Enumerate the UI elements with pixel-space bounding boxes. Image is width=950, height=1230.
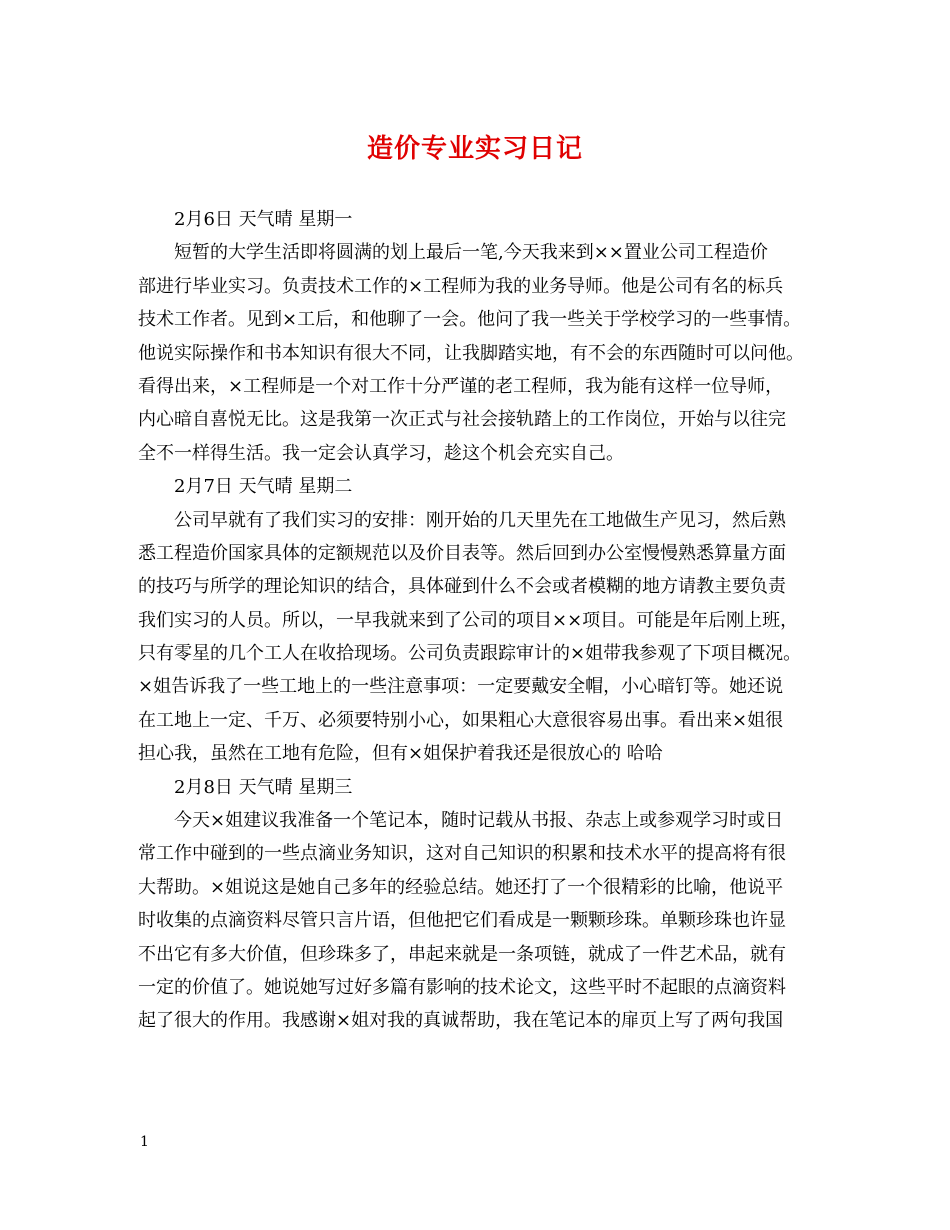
diary-text-line: 不出它有多大价值，但珍珠多了，串起来就是一条项链，就成了一件艺术品，就有 [138,943,786,965]
diary-text-line: 全不一样得生活。我一定会认真学习，趁这个机会充实自己。 [138,442,624,464]
diary-text-line: 技术工作者。见到×工后，和他聊了一会。他问了我一些关于学校学习的一些事情。 [138,309,802,331]
diary-date-line: 2月6日 天气晴 星期一 [174,209,353,230]
diary-text-line: 公司早就有了我们实习的安排：刚开始的几天里先在工地做生产见习，然后熟 [174,509,786,531]
page-number: 1 [140,1134,149,1150]
diary-text-line: 部进行毕业实习。负责技术工作的×工程师为我的业务导师。他是公司有名的标兵 [138,275,784,297]
diary-body [138,203,818,1038]
diary-text-line: 时收集的点滴资料尽管只言片语，但他把它们看成是一颗颗珍珠。单颗珍珠也许显 [138,910,786,932]
diary-text-line: 在工地上一定、千万、必须要特别小心，如果粗心大意很容易出事。看出来×姐很 [138,709,784,731]
diary-date-line: 2月7日 天气晴 星期二 [174,476,353,498]
diary-text-line: 常工作中碰到的一些点滴业务知识，这对自己知识的积累和技术水平的提高将有很 [138,843,786,865]
diary-text-line: 只有零星的几个工人在收拾现场。公司负责跟踪审计的×姐带我参观了下项目概况。 [138,643,802,665]
diary-text-line: 担心我，虽然在工地有危险，但有×姐保护着我还是很放心的 哈哈 [138,743,663,765]
diary-text-line: 大帮助。×姐说这是她自己多年的经验总结。她还打了一个很精彩的比喻，他说平 [138,876,784,898]
diary-text-line: 悉工程造价国家具体的定额规范以及价目表等。然后回到办公室慢慢熟悉算量方面 [138,542,786,564]
diary-text-line: 今天×姐建议我准备一个笔记本，随时记载从书报、杂志上或参观学习时或日 [174,810,784,832]
document-title: 造价专业实习日记 [366,134,583,164]
diary-text-line: 短暂的大学生活即将圆满的划上最后一笔,今天我来到××置业公司工程造价 [174,242,768,264]
diary-text-line: 内心暗自喜悦无比。这是我第一次正式与社会接轨踏上的工作岗位，开始与以往完 [138,409,786,431]
diary-text-line: ×姐告诉我了一些工地上的一些注意事项：一定要戴安全帽，小心暗钉等。她还说 [138,676,784,698]
diary-text-line: 他说实际操作和书本知识有很大不同，让我脚踏实地，有不会的东西随时可以问他。 [138,342,804,364]
diary-text-line: 我们实习的人员。所以，一早我就来到了公司的项目××项目。可能是年后刚上班， [138,609,799,631]
diary-text-line: 看得出来，×工程师是一个对工作十分严谨的老工程师，我为能有这样一位导师， [138,375,784,397]
diary-text-line: 一定的价值了。她说她写过好多篇有影响的技术论文，这些平时不起眼的点滴资料 [138,976,786,998]
diary-text-line: 起了很大的作用。我感谢×姐对我的真诚帮助，我在笔记本的扉页上写了两句我国 [138,1010,784,1032]
diary-text-line: 的技巧与所学的理论知识的结合，具体碰到什么不会或者模糊的地方请教主要负责 [138,576,786,598]
diary-date-line: 2月8日 天气晴 星期三 [174,776,353,798]
